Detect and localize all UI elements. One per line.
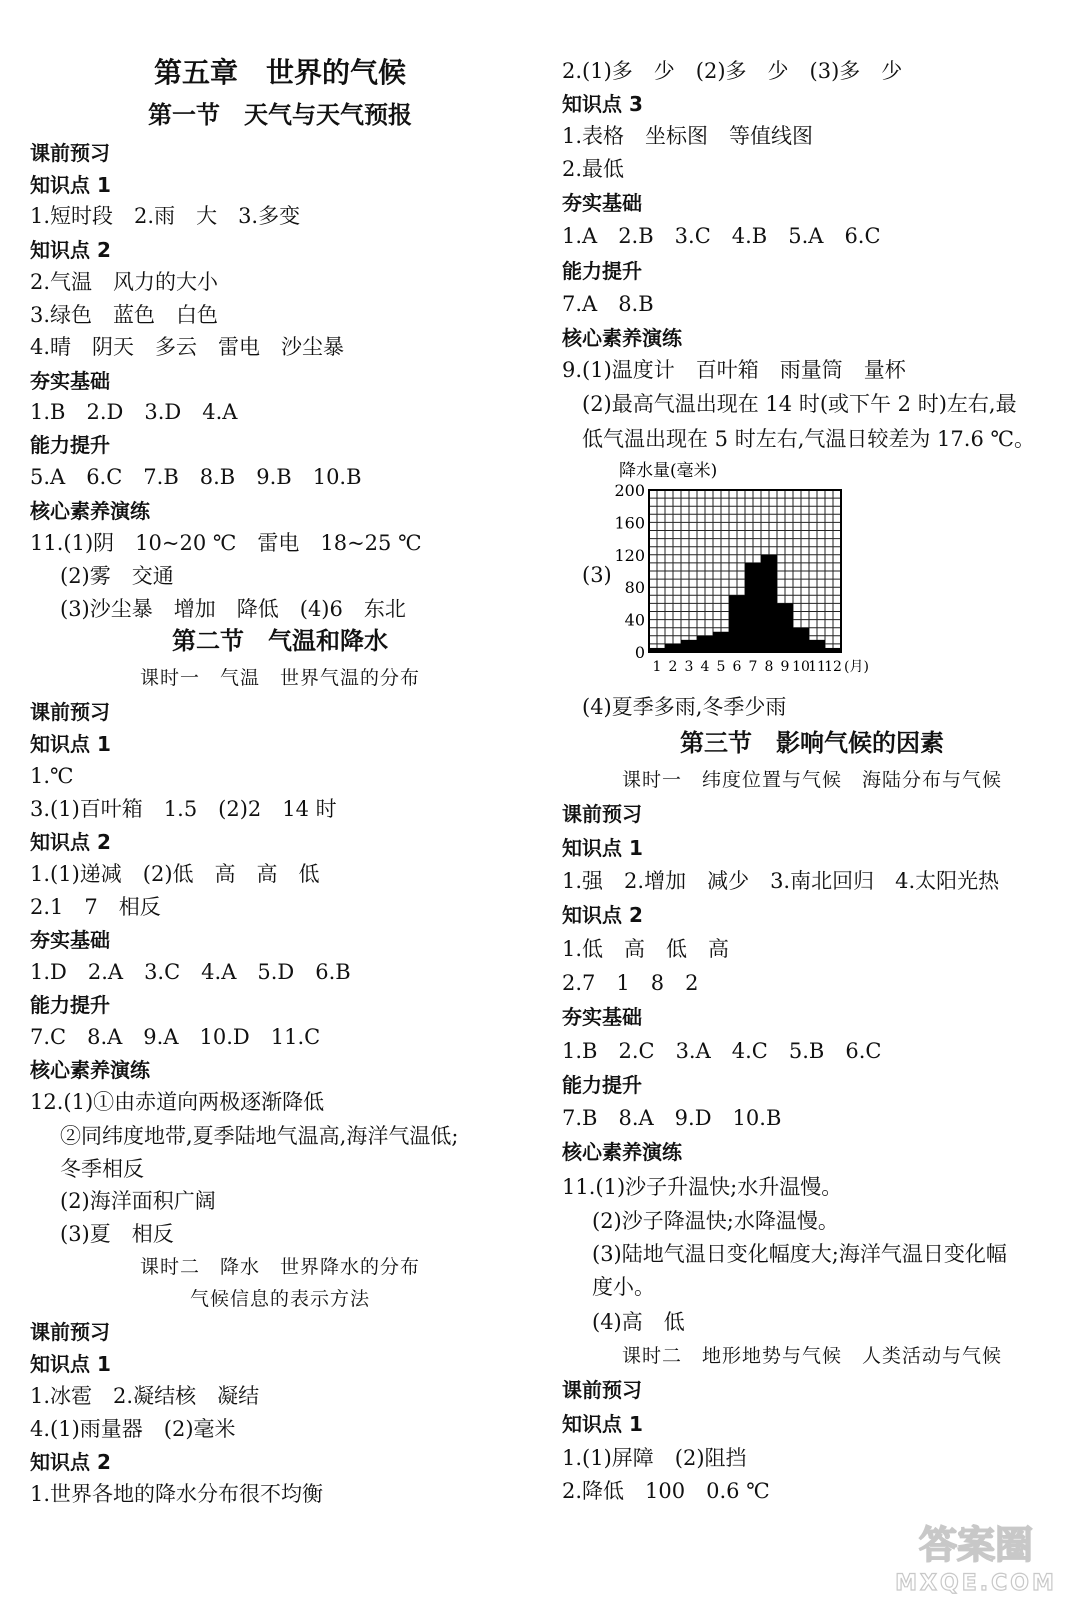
heading-knowledge-1: 知识点 1 [562, 1412, 643, 1436]
answer-line: 7.A 8.B [562, 292, 654, 316]
section-2-title: 第二节 气温和降水 [172, 627, 388, 655]
x-tick-label: 6 [732, 659, 742, 675]
watermark-logo [888, 1510, 1063, 1595]
heading-preview: 课前预习 [30, 1320, 110, 1344]
x-tick-label: 4 [700, 659, 710, 675]
bar-month-10 [793, 628, 809, 652]
answer-line: 7.C 8.A 9.A 10.D 11.C [30, 1025, 321, 1049]
answer-line: (3)夏 相反 [60, 1222, 174, 1246]
lesson-title: 课时二 地形地势与气候 人类活动与气候 [621, 1345, 1002, 1367]
answer-line: 2.气温 风力的大小 [30, 270, 219, 294]
precipitation-chart-svg [583, 458, 903, 688]
answer-line: 11.(1)阴 10~20 ℃ 雷电 18~25 ℃ [30, 531, 422, 555]
answer-line: 度小。 [592, 1275, 655, 1299]
precipitation-chart [583, 458, 903, 688]
chapter-title: 第五章 世界的气候 [153, 56, 406, 89]
answer-line: 2.1 7 相反 [30, 895, 161, 919]
answer-line: ②同纬度地带,夏季陆地气温高,海洋气温低; [60, 1124, 459, 1148]
x-tick-label: 12 [824, 659, 842, 675]
answer-line: 1.冰雹 2.凝结核 凝结 [30, 1384, 260, 1408]
heading-preview: 课前预习 [30, 141, 110, 165]
heading-knowledge-2: 知识点 2 [30, 830, 111, 854]
answer-line: (4)夏季多雨,冬季少雨 [582, 695, 787, 719]
bar-month-8 [761, 555, 777, 652]
bar-month-11 [809, 640, 825, 652]
bar-month-4 [697, 636, 713, 652]
answer-line: 1.D 2.A 3.C 4.A 5.D 6.B [30, 960, 351, 984]
heading-preview: 课前预习 [562, 802, 642, 826]
heading-basics: 夯实基础 [562, 1005, 642, 1029]
y-tick-label: 120 [614, 545, 645, 565]
heading-basics: 夯实基础 [30, 928, 110, 952]
bar-month-9 [777, 603, 793, 652]
answer-line: 1.强 2.增加 减少 3.南北回归 4.太阳光热 [562, 869, 1000, 893]
heading-knowledge-2: 知识点 2 [562, 903, 643, 927]
heading-core: 核心素养演练 [562, 1140, 682, 1164]
answer-line: (2)海洋面积广阔 [60, 1189, 216, 1213]
x-tick-label: 1 [652, 659, 662, 675]
x-tick-label: 7 [748, 659, 758, 675]
bar-month-2 [665, 644, 681, 652]
heading-core: 核心素养演练 [30, 1058, 150, 1082]
answer-line: 1.B 2.C 3.A 4.C 5.B 6.C [562, 1039, 882, 1063]
answer-line: 低气温出现在 5 时左右,气温日较差为 17.6 ℃。 [582, 427, 1035, 451]
answer-line: 9.(1)温度计 百叶箱 雨量筒 量杯 [562, 358, 906, 382]
heading-knowledge-1: 知识点 1 [30, 1352, 111, 1376]
x-tick-label: 11 [808, 659, 826, 675]
answer-line: 1.A 2.B 3.C 4.B 5.A 6.C [562, 224, 881, 248]
bar-month-6 [729, 595, 745, 652]
answer-line: 7.B 8.A 9.D 10.B [562, 1106, 782, 1130]
answer-line: (4)高 低 [592, 1310, 685, 1334]
heading-ability: 能力提升 [30, 433, 110, 457]
heading-core: 核心素养演练 [562, 326, 682, 350]
heading-knowledge-1: 知识点 1 [30, 732, 111, 756]
heading-core: 核心素养演练 [30, 499, 150, 523]
lesson-title: 气候信息的表示方法 [189, 1288, 370, 1310]
answer-line: 1.℃ [30, 764, 74, 788]
answer-line: (2)雾 交通 [60, 564, 174, 588]
bar-month-3 [681, 640, 697, 652]
heading-preview: 课前预习 [562, 1378, 642, 1402]
answer-line: (3)陆地气温日变化幅度大;海洋气温日变化幅 [592, 1242, 1007, 1266]
answer-line: 2.最低 [562, 157, 625, 181]
y-tick-label: 200 [614, 481, 645, 500]
y-axis-label: 降水量(毫米) [619, 461, 718, 481]
answer-line: 3.绿色 蓝色 白色 [30, 303, 219, 327]
y-tick-label: 160 [614, 513, 645, 533]
section-1-title: 第一节 天气与天气预报 [148, 101, 412, 129]
answer-line: 4.(1)雨量器 (2)毫米 [30, 1417, 236, 1441]
answer-line: 1.低 高 低 高 [562, 937, 730, 961]
x-tick-label: 3 [684, 659, 694, 675]
answer-line: (3)沙尘暴 增加 降低 (4)6 东北 [60, 597, 406, 621]
answer-line: 1.(1)屏障 (2)阻挡 [562, 1446, 747, 1470]
heading-knowledge-1: 知识点 1 [30, 173, 111, 197]
heading-knowledge-2: 知识点 2 [30, 238, 111, 262]
answer-line: 1.表格 坐标图 等值线图 [562, 124, 814, 148]
x-axis-unit: (月) [844, 659, 869, 675]
answer-line: 1.B 2.D 3.D 4.A [30, 400, 238, 424]
heading-knowledge-3: 知识点 3 [562, 92, 643, 116]
heading-basics: 夯实基础 [562, 191, 642, 215]
heading-knowledge-2: 知识点 2 [30, 1450, 111, 1474]
section-3-title: 第三节 影响气候的因素 [680, 729, 944, 757]
heading-ability: 能力提升 [562, 1073, 642, 1097]
lesson-title: 课时一 纬度位置与气候 海陆分布与气候 [621, 769, 1002, 791]
y-tick-label: 80 [624, 578, 645, 598]
answer-line: (2)最高气温出现在 14 时(或下午 2 时)左右,最 [582, 392, 1017, 416]
bar-month-1 [649, 648, 665, 652]
answer-line: 3.(1)百叶箱 1.5 (2)2 14 时 [30, 797, 337, 821]
lesson-title: 课时一 气温 世界气温的分布 [139, 667, 420, 689]
heading-knowledge-1: 知识点 1 [562, 836, 643, 860]
chart-question-label: (3) [582, 563, 612, 587]
answer-line: 12.(1)①由赤道向两极逐渐降低 [30, 1090, 325, 1114]
lesson-title: 课时二 降水 世界降水的分布 [139, 1256, 420, 1278]
answer-line: 11.(1)沙子升温快;水升温慢。 [562, 1175, 843, 1199]
bar-month-12 [825, 648, 841, 652]
answer-line: 5.A 6.C 7.B 8.B 9.B 10.B [30, 465, 362, 489]
x-tick-label: 10 [792, 659, 810, 675]
y-tick-label: 0 [634, 643, 645, 662]
x-tick-label: 9 [780, 659, 790, 675]
watermark-main-text: 答案圈 [918, 1523, 1034, 1567]
answer-line: 1.(1)递减 (2)低 高 高 低 [30, 862, 320, 886]
answer-line: 2.7 1 8 2 [562, 971, 699, 995]
x-tick-label: 8 [764, 659, 774, 675]
answer-line: 2.(1)多 少 (2)多 少 (3)多 少 [562, 59, 903, 83]
x-tick-label: 2 [668, 659, 678, 675]
bar-month-5 [713, 632, 729, 652]
heading-ability: 能力提升 [30, 993, 110, 1017]
answer-line: 1.短时段 2.雨 大 3.多变 [30, 204, 301, 228]
answer-line: 1.世界各地的降水分布很不均衡 [30, 1482, 324, 1506]
y-tick-label: 40 [624, 610, 645, 630]
heading-basics: 夯实基础 [30, 369, 110, 393]
answer-line: 2.降低 100 0.6 ℃ [562, 1479, 770, 1503]
answer-line: 冬季相反 [60, 1157, 144, 1181]
answer-line: (2)沙子降温快;水降温慢。 [592, 1209, 839, 1233]
answer-line: 4.晴 阴天 多云 雷电 沙尘暴 [30, 335, 345, 359]
heading-preview: 课前预习 [30, 700, 110, 724]
heading-ability: 能力提升 [562, 259, 642, 283]
bar-month-7 [745, 563, 761, 652]
watermark-url-text: MXQE.COM [895, 1571, 1057, 1595]
x-tick-label: 5 [716, 659, 726, 675]
